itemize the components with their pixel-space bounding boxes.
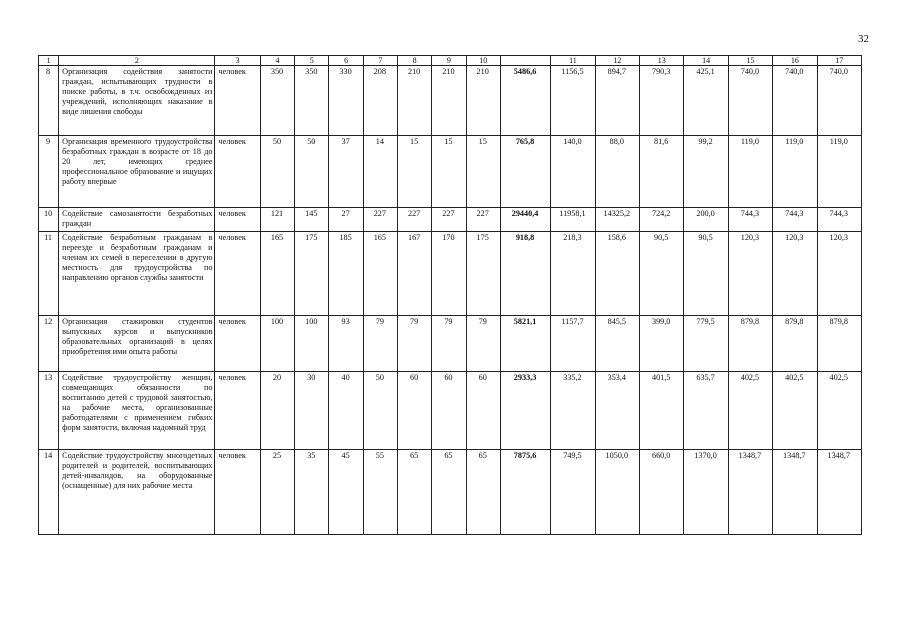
amount-cell: 779,5: [684, 316, 728, 372]
total-cell: 7875,6: [500, 450, 550, 535]
measure-name: Содействие трудоустройству многодетных родителей и родителей, воспитывающих детей-инвалидов, на оборудованные (оснащенные) для них рабочие места: [59, 450, 215, 535]
count-cell: 79: [363, 316, 397, 372]
count-cell: 27: [329, 208, 363, 232]
count-cell: 227: [466, 208, 500, 232]
count-cell: 170: [432, 232, 466, 316]
amount-cell: 879,8: [817, 316, 862, 372]
table-row: [39, 232, 862, 316]
unit-cell: человек: [215, 66, 260, 136]
count-cell: 208: [363, 66, 397, 136]
count-cell: 100: [260, 316, 294, 372]
unit-cell: человек: [215, 316, 260, 372]
column-header: 7: [363, 56, 397, 66]
column-header: 1: [39, 56, 59, 66]
measure-name: Содействие трудоустройству женщин, совмещающих обязанности по воспитанию детей с трудовой занятостью, на рабочие места, организованные работодателями с применением гибких форм занятости, включая надомный труд: [59, 372, 215, 450]
amount-cell: 744,3: [728, 208, 772, 232]
amount-cell: 660,0: [640, 450, 684, 535]
column-header: 2: [59, 56, 215, 66]
amount-cell: 119,0: [773, 136, 817, 208]
amount-cell: 1370,0: [684, 450, 728, 535]
count-cell: 165: [363, 232, 397, 316]
amount-cell: 740,0: [817, 66, 862, 136]
count-cell: 350: [260, 66, 294, 136]
data-table: [38, 55, 862, 535]
column-header: 16: [773, 56, 817, 66]
count-cell: 35: [295, 450, 329, 535]
count-cell: 15: [466, 136, 500, 208]
amount-cell: 790,3: [640, 66, 684, 136]
count-cell: 93: [329, 316, 363, 372]
row-number: 8: [39, 66, 59, 136]
amount-cell: 399,0: [640, 316, 684, 372]
amount-cell: 120,3: [773, 232, 817, 316]
count-cell: 50: [363, 372, 397, 450]
measure-name: Организация содействия занятости граждан, испытывающих трудности в поиске работы, в т.ч. освобожденных из учреждений, исполняющих наказание в виде лишения свободы: [59, 66, 215, 136]
amount-cell: 200,0: [684, 208, 728, 232]
row-number: 12: [39, 316, 59, 372]
count-cell: 14: [363, 136, 397, 208]
unit-cell: человек: [215, 208, 260, 232]
amount-cell: 724,2: [640, 208, 684, 232]
amount-cell: 335,2: [551, 372, 595, 450]
amount-cell: 879,8: [728, 316, 772, 372]
column-header: 13: [640, 56, 684, 66]
table-row: [39, 372, 862, 450]
amount-cell: 740,0: [773, 66, 817, 136]
count-cell: 55: [363, 450, 397, 535]
count-cell: 60: [432, 372, 466, 450]
amount-cell: 1156,5: [551, 66, 595, 136]
count-cell: 50: [295, 136, 329, 208]
amount-cell: 14325,2: [595, 208, 639, 232]
count-cell: 121: [260, 208, 294, 232]
count-cell: 40: [329, 372, 363, 450]
table-row: [39, 136, 862, 208]
amount-cell: 119,0: [817, 136, 862, 208]
amount-cell: 353,4: [595, 372, 639, 450]
column-header: 10: [466, 56, 500, 66]
column-header: 4: [260, 56, 294, 66]
count-cell: 100: [295, 316, 329, 372]
count-cell: 15: [432, 136, 466, 208]
amount-cell: 402,5: [817, 372, 862, 450]
column-header: 12: [595, 56, 639, 66]
count-cell: 227: [432, 208, 466, 232]
count-cell: 60: [466, 372, 500, 450]
amount-cell: 140,0: [551, 136, 595, 208]
unit-cell: человек: [215, 232, 260, 316]
count-cell: 65: [466, 450, 500, 535]
count-cell: 20: [260, 372, 294, 450]
total-cell: 918,8: [500, 232, 550, 316]
count-cell: 330: [329, 66, 363, 136]
count-cell: 79: [466, 316, 500, 372]
amount-cell: 401,5: [640, 372, 684, 450]
column-header: 15: [728, 56, 772, 66]
amount-cell: 1348,7: [817, 450, 862, 535]
table-row: [39, 208, 862, 232]
amount-cell: 894,7: [595, 66, 639, 136]
table-row: [39, 66, 862, 136]
amount-cell: 749,5: [551, 450, 595, 535]
table-row: [39, 316, 862, 372]
total-cell: 765,8: [500, 136, 550, 208]
amount-cell: 218,3: [551, 232, 595, 316]
measure-name: Содействие самозанятости безработных граждан: [59, 208, 215, 232]
column-header: 3: [215, 56, 260, 66]
amount-cell: 740,0: [728, 66, 772, 136]
header-row: [39, 56, 862, 66]
count-cell: 65: [432, 450, 466, 535]
amount-cell: 402,5: [773, 372, 817, 450]
amount-cell: 119,0: [728, 136, 772, 208]
column-header: 17: [817, 56, 862, 66]
count-cell: 227: [397, 208, 431, 232]
count-cell: 15: [397, 136, 431, 208]
table-row: [39, 450, 862, 535]
count-cell: 165: [260, 232, 294, 316]
count-cell: 79: [397, 316, 431, 372]
row-number: 14: [39, 450, 59, 535]
count-cell: 145: [295, 208, 329, 232]
amount-cell: 99,2: [684, 136, 728, 208]
amount-cell: 744,3: [773, 208, 817, 232]
amount-cell: 1348,7: [728, 450, 772, 535]
total-cell: 2933,3: [500, 372, 550, 450]
count-cell: 50: [260, 136, 294, 208]
unit-cell: человек: [215, 372, 260, 450]
count-cell: 45: [329, 450, 363, 535]
amount-cell: 744,3: [817, 208, 862, 232]
count-cell: 79: [432, 316, 466, 372]
column-header: 6: [329, 56, 363, 66]
amount-cell: 425,1: [684, 66, 728, 136]
count-cell: 175: [466, 232, 500, 316]
column-header: 11: [551, 56, 595, 66]
count-cell: 60: [397, 372, 431, 450]
amount-cell: 635,7: [684, 372, 728, 450]
amount-cell: 120,3: [817, 232, 862, 316]
amount-cell: 81,6: [640, 136, 684, 208]
amount-cell: 1348,7: [773, 450, 817, 535]
amount-cell: 90,5: [684, 232, 728, 316]
measure-name: Организация временного трудоустройства безработных граждан в возрасте от 18 до 20 лет, имеющих среднее профессиональное образование и ищущих работу впервые: [59, 136, 215, 208]
count-cell: 167: [397, 232, 431, 316]
unit-cell: человек: [215, 450, 260, 535]
amount-cell: 1050,0: [595, 450, 639, 535]
row-number: 9: [39, 136, 59, 208]
amount-cell: 845,5: [595, 316, 639, 372]
amount-cell: 1157,7: [551, 316, 595, 372]
count-cell: 65: [397, 450, 431, 535]
column-header: 8: [397, 56, 431, 66]
count-cell: 350: [295, 66, 329, 136]
amount-cell: 120,3: [728, 232, 772, 316]
column-header: 14: [684, 56, 728, 66]
amount-cell: 90,5: [640, 232, 684, 316]
count-cell: 210: [432, 66, 466, 136]
count-cell: 37: [329, 136, 363, 208]
column-header: 9: [432, 56, 466, 66]
amount-cell: 402,5: [728, 372, 772, 450]
unit-cell: человек: [215, 136, 260, 208]
row-number: 11: [39, 232, 59, 316]
amount-cell: 158,6: [595, 232, 639, 316]
measure-name: Организация стажировки студентов выпускных курсов и выпускников образовательных организаций в целях приобретения ими опыта работы: [59, 316, 215, 372]
amount-cell: 879,8: [773, 316, 817, 372]
amount-cell: 88,0: [595, 136, 639, 208]
count-cell: 185: [329, 232, 363, 316]
measure-name: Содействие безработным гражданам в переезде и безработным гражданам и членам их семей в переселении в другую местность для трудоустройства по направлению органов службы занятости: [59, 232, 215, 316]
page-number: 32: [858, 33, 869, 45]
column-header: [500, 56, 550, 66]
column-header: 5: [295, 56, 329, 66]
total-cell: 5486,6: [500, 66, 550, 136]
row-number: 13: [39, 372, 59, 450]
total-cell: 29440,4: [500, 208, 550, 232]
total-cell: 5821,1: [500, 316, 550, 372]
count-cell: 30: [295, 372, 329, 450]
count-cell: 210: [397, 66, 431, 136]
row-number: 10: [39, 208, 59, 232]
count-cell: 227: [363, 208, 397, 232]
count-cell: 175: [295, 232, 329, 316]
amount-cell: 11958,1: [551, 208, 595, 232]
count-cell: 25: [260, 450, 294, 535]
count-cell: 210: [466, 66, 500, 136]
